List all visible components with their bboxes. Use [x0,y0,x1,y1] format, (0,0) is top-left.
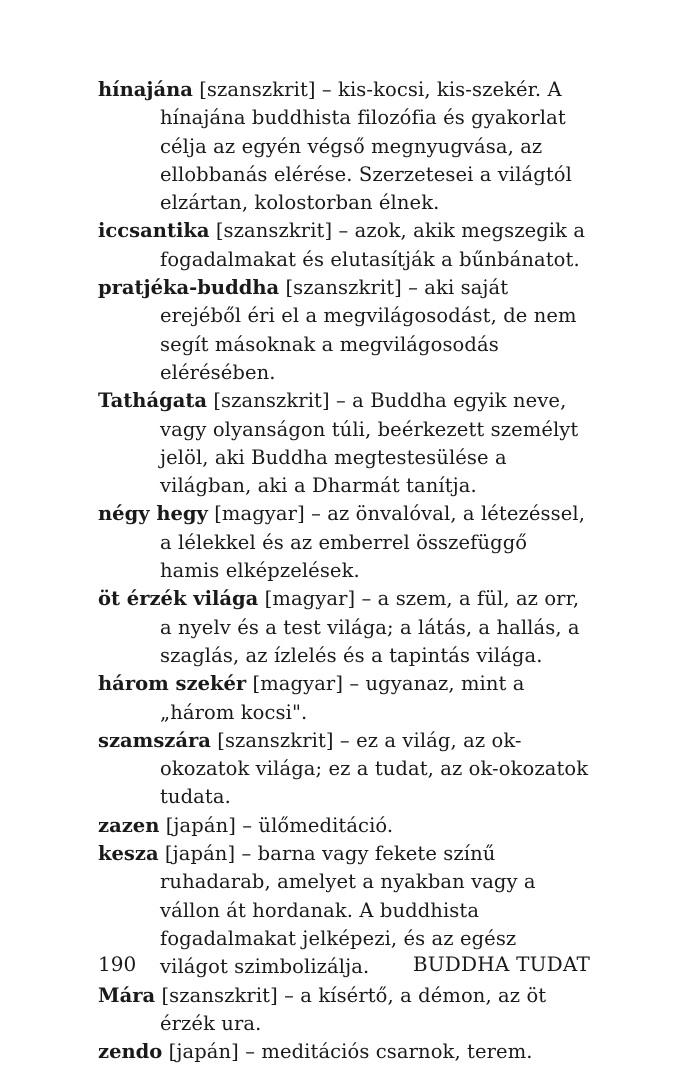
glossary-definition: – a szem, a fül, az orr, a nyelv és a test világa; a látás, a hallás, a szaglás, az ízlelés és a tapintás világa. [160,587,580,667]
glossary-term: zendo [98,1040,163,1064]
glossary-language: [magyar] [214,502,305,526]
glossary-definition: – az önvalóval, a létezéssel, a lélekkel és az emberrel összefüggő hamis elképzelések. [160,502,586,583]
glossary-entry-tathagata [98,387,590,500]
glossary-entry-zendo [98,1038,590,1066]
glossary-entry-iccsantika [98,217,590,274]
glossary-definition: – ülőmeditáció. [242,813,394,837]
glossary-definition: – ugyanaz, mint a „három kocsi". [160,672,525,724]
glossary-term: négy hegy [98,502,208,526]
glossary-term: pratjéka-buddha [98,276,280,300]
glossary-list [98,76,590,1066]
glossary-language: [szanszkrit] [199,78,316,101]
glossary-term: szamszára [98,728,211,752]
glossary-entry-mara [98,982,590,1039]
glossary-entry-pratjeka-buddha [98,274,590,387]
page-number: 190 [98,952,137,976]
glossary-term: iccsantika [98,219,210,243]
glossary-term: hínajána [98,78,193,101]
glossary-entry-negy-hegy [98,500,590,585]
glossary-entry-harom-szeker [98,670,590,727]
glossary-definition: – azok, akik megszegik a fogadalmakat és elutasítják a bűnbánatot. [160,219,586,271]
glossary-definition: – barna vagy fekete színű ruhadarab, amelyet a nyakban vagy a vállon át hordanak. A buddhista fogadalmakat jelképezi, és az egész világot szimbolizálja. [160,842,536,979]
glossary-definition: – a kísértő, a démon, az öt érzék ura. [160,983,547,1035]
glossary-language: [japán] [168,1040,239,1064]
glossary-entry-szamszara [98,727,590,812]
glossary-term: három szekér [98,672,247,696]
glossary-term: Tathágata [98,389,208,413]
running-title: BUDDHA TUDAT [412,952,590,976]
glossary-definition: – aki saját erejéből éri el a megvilágosodást, de nem segít másoknak a megvilágosodás elérésében. [160,276,577,384]
glossary-definition: – meditációs csarnok, terem. [245,1040,533,1064]
glossary-definition: – a Buddha egyik neve, vagy olyanságon túli, beérkezett személyt jelöl, aki Buddha megtestesülése a világban, aki a Dharmát tanítja. [160,389,579,498]
glossary-entry-hinajana [98,76,590,217]
glossary-language: [szanszkrit] [217,728,334,752]
glossary-term: zazen [98,813,160,837]
glossary-entry-zazen [98,812,590,840]
glossary-language: [magyar] [252,672,344,696]
glossary-language: [szanszkrit] [213,389,330,413]
glossary-term: öt érzék világa [98,587,259,611]
glossary-term: Mára [98,983,156,1007]
glossary-language: [szanszkrit] [161,983,278,1007]
glossary-language: [japán] [165,813,236,837]
glossary-definition: – kis-kocsi, kis-szekér. A hínajána buddhista filozófia és gyakorlat célja az egyén végső megnyugvása, az ellobbanás elérése. Szerzetesei a világtól elzártan, kolostorban élnek. [160,78,572,215]
glossary-entry-ot-erzek-vilaga [98,585,590,670]
glossary-language: [szanszkrit] [285,276,402,300]
glossary-term: kesza [98,842,159,866]
glossary-definition: – ez a világ, az ok-okozatok világa; ez a tudat, az ok-okozatok tudata. [160,728,589,809]
glossary-language: [japán] [164,842,236,866]
glossary-language: [magyar] [264,587,356,611]
glossary-language: [szanszkrit] [215,219,333,243]
page-footer [98,952,590,982]
